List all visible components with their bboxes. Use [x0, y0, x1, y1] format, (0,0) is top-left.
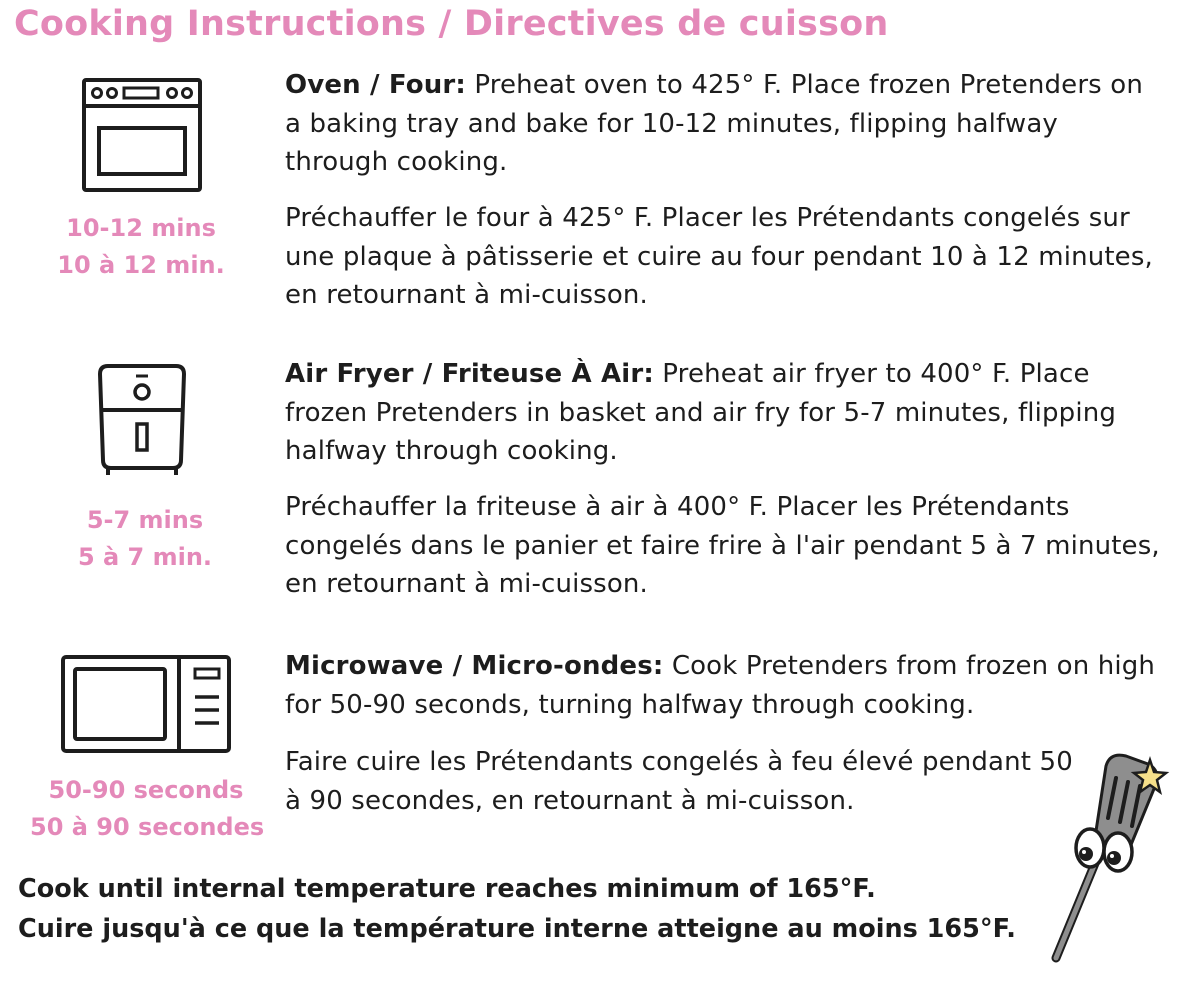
temperature-note-en: Cook until internal temperature reaches minimum of 165°F. [18, 874, 876, 904]
page-title: Cooking Instructions / Directives de cuisson [14, 4, 889, 44]
internal-temperature-note [18, 869, 1016, 949]
cook-time-air-fryer [40, 502, 250, 576]
oven-instructions-fr: Préchauffer le four à 425° F. Placer les Prétendants congelés sur une plaque à pâtisserie et cuire au four pendant 10 à 12 minutes, en retournant à mi-cuisson. [285, 203, 1153, 310]
microwave-icon [61, 655, 233, 755]
microwave-label: Microwave / Micro-ondes: [285, 651, 664, 681]
cook-time-en: 50-90 seconds [48, 776, 244, 804]
air-fryer-label: Air Fryer / Friteuse À Air: [285, 359, 654, 389]
spatula-mascot-icon [1036, 748, 1176, 966]
oven-icon [82, 78, 204, 194]
cook-time-en: 10-12 mins [66, 214, 216, 242]
cook-time-en: 5-7 mins [86, 506, 204, 534]
oven-instructions-en [285, 66, 1165, 182]
microwave-instructions-en [285, 647, 1165, 724]
oven-label: Oven / Four: [285, 70, 466, 100]
air-fryer-icon [96, 362, 188, 478]
temperature-note-fr: Cuire jusqu'à ce que la température interne atteigne au moins 165°F. [18, 914, 1016, 944]
microwave-instructions-fr: Faire cuire les Prétendants congelés à feu élevé pendant 50 à 90 secondes, en retournant à mi-cuisson. [285, 747, 1073, 816]
microwave-text-en: Cook Pretenders from frozen on high for 50-90 seconds, turning halfway through cooking. [285, 651, 1156, 720]
air-fryer-instructions-en [285, 355, 1165, 471]
oven-text-en: Preheat oven to 425° F. Place frozen Pretenders on a baking tray and bake for 10-12 minutes, flipping halfway through cooking. [285, 70, 1143, 177]
air-fryer-text-en: Preheat air fryer to 400° F. Place frozen Pretenders in basket and air fry for 5-7 minutes, flipping halfway through cooking. [285, 359, 1116, 466]
cook-time-fr: 10 à 12 min. [57, 251, 225, 279]
cook-time-microwave [30, 772, 265, 846]
cook-time-oven [40, 210, 242, 284]
cook-time-fr: 5 à 7 min. [77, 543, 213, 571]
cook-time-fr: 50 à 90 secondes [30, 813, 265, 841]
air-fryer-instructions-fr: Préchauffer la friteuse à air à 400° F. Placer les Prétendants congelés dans le panier et faire frire à l'air pendant 5 à 7 minutes, en retournant à mi-cuisson. [285, 492, 1160, 599]
